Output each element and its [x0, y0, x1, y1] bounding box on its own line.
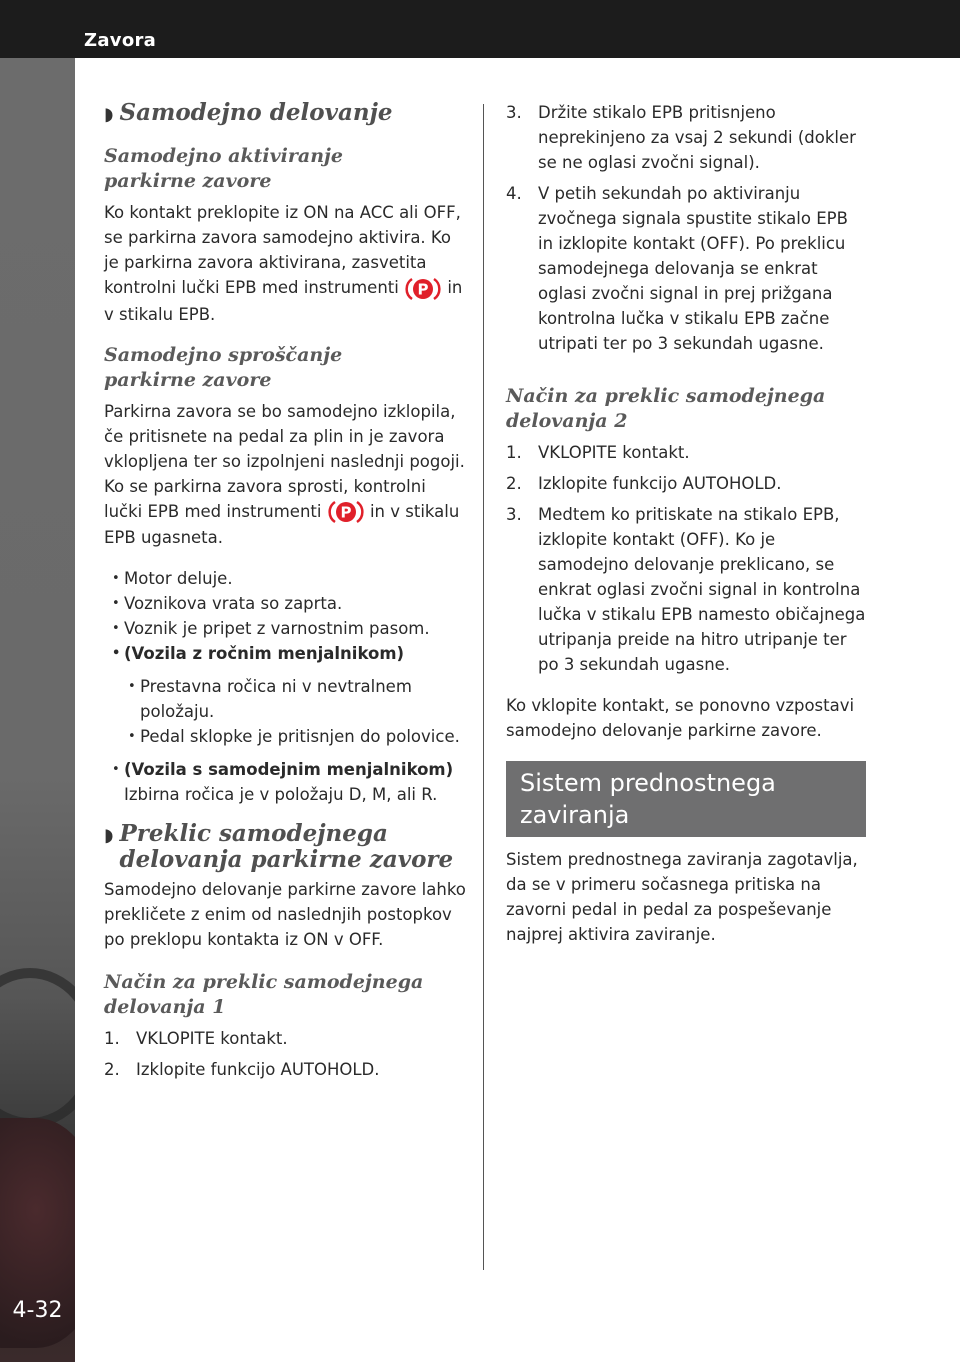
svg-text:P: P: [340, 503, 352, 522]
cancel-paragraph: Samodejno delovanje parkirne zavore lahko prekličete z enim od naslednjih postopkov po preklopu kontakta iz ON v OFF.: [104, 880, 466, 949]
step-number: 1.: [104, 1029, 120, 1048]
right-column: [506, 100, 866, 963]
page-header-title: Zavora: [84, 30, 157, 51]
apply-text-1: Ko kontakt preklopite iz ON na ACC ali OFF, se parkirna zavora samodejno aktivira. Ko je parkirna zavora aktivirana, zasvetita kontrolni lučki EPB med instrumenti: [104, 203, 461, 297]
parking-brake-warning-icon: [327, 499, 365, 525]
list-item: [506, 502, 866, 677]
section-heading-text: Samodejno delovanje: [119, 99, 393, 126]
step-number: 1.: [506, 443, 522, 462]
auto-text: Izbirna ročica je v položaju D, M, ali R.: [124, 785, 438, 804]
subheading-apply: Samodejno aktiviranje parkirne zavore: [104, 145, 343, 192]
list-item: [104, 1026, 469, 1051]
step-text: V petih sekundah po aktiviranju zvočnega signala spustite stikalo EPB in izklopite kontakt (OFF). Po preklicu samodejnega delovanja se enkrat oglasi zvočni signal in prej prižgana kontrolna lučka v stikalu EPB začne utripati ter po 3 sekundah ugasne.: [538, 184, 848, 353]
conditions-list: [104, 566, 469, 666]
restore-paragraph: Ko vklopite kontakt, se ponovno vzpostavi samodejno delovanje parkirne zavore.: [506, 696, 855, 740]
list-item: [506, 440, 866, 465]
step-number: 3.: [506, 505, 522, 524]
column-divider: [483, 104, 484, 1270]
header-bar: [0, 0, 960, 58]
apply-paragraph: [104, 200, 469, 327]
method2-steps: [506, 440, 866, 677]
subheading-release: Samodejno sproščanje parkirne zavore: [104, 343, 343, 391]
list-item: [506, 181, 866, 356]
release-paragraph: [104, 399, 469, 551]
step-text: Izklopite funkcijo AUTOHOLD.: [136, 1060, 380, 1079]
section-heading-text: Preklic samodejnega delovanja parkirne zavore: [119, 820, 454, 873]
parking-brake-warning-icon: [404, 276, 442, 302]
release-text-2: in v stikalu EPB ugasneta.: [104, 501, 460, 547]
auto-label: (Vozila s samodejnim menjalnikom): [124, 760, 454, 779]
list-item: • Pedal sklopke je pritisnjen do polovice.: [128, 724, 469, 749]
step-number: 2.: [104, 1060, 120, 1079]
sidebar-decoration: [0, 58, 75, 1362]
list-item: • Voznikova vrata so zaprta.: [112, 591, 469, 616]
steering-wheel-image: [0, 968, 75, 1128]
method1-steps: [104, 1026, 469, 1082]
section-heading: [104, 100, 469, 128]
apply-text-2: in v stikalu EPB.: [104, 278, 463, 324]
step-number: 3.: [506, 103, 522, 122]
auto-conditions-list: [104, 757, 469, 807]
brake-override-paragraph: Sistem prednostnega zaviranja zagotavlja, da se v primeru sočasnega pritiska na zavorni pedal in pedal za pospeševanje najprej aktivira zaviranje.: [506, 850, 858, 944]
step-text: Izklopite funkcijo AUTOHOLD.: [538, 474, 782, 493]
subheading-method1: Način za preklic samodejnega delovanja 1: [104, 971, 424, 1018]
list-item: • (Vozila z ročnim menjalnikom): [112, 641, 469, 666]
section-marker-icon: ◗: [104, 825, 114, 846]
manual-conditions-list: [104, 674, 469, 749]
method1-steps-continued: [506, 100, 866, 356]
left-column: [104, 100, 469, 1098]
step-number: 2.: [506, 474, 522, 493]
step-number: 4.: [506, 184, 522, 203]
svg-text:P: P: [417, 280, 429, 298]
list-item: [112, 757, 469, 807]
list-item: [506, 471, 866, 496]
step-text: Medtem ko pritiskate na stikalo EPB, izklopite kontakt (OFF). Ko je samodejno delovanje preklicano, se enkrat oglasi zvočni signal in kontrolna lučka v stikalu EPB namesto običajnega utripanja preide na hitro utripanje ter po 3 sekundah ugasne.: [538, 505, 866, 674]
subheading-method2: Način za preklic samodejnega delovanja 2: [506, 385, 826, 432]
section-banner: Sistem prednostnega zaviranja: [506, 761, 866, 837]
section-heading: [104, 821, 469, 873]
step-text: Držite stikalo EPB pritisnjeno neprekinjeno za vsaj 2 sekundi (dokler se ne oglasi zvočni signal).: [538, 103, 856, 172]
release-text-1: Parkirna zavora se bo samodejno izklopila, če pritisnete na pedal za plin in je zavora vklopljena ter so izpolnjeni naslednji pogoji. Ko se parkirna zavora sprosti, kontrolni lučki EPB med instrumenti: [104, 401, 465, 521]
step-text: VKLOPITE kontakt.: [538, 443, 690, 462]
step-text: VKLOPITE kontakt.: [136, 1029, 288, 1048]
list-item: [104, 1057, 469, 1082]
list-item: • Voznik je pripet z varnostnim pasom.: [112, 616, 469, 641]
page-number: 4-32: [12, 1298, 63, 1323]
section-marker-icon: ◗: [104, 104, 114, 125]
list-item: [506, 100, 866, 175]
list-item: • Motor deluje.: [112, 566, 469, 591]
list-item: • Prestavna ročica ni v nevtralnem položaju.: [128, 674, 469, 724]
